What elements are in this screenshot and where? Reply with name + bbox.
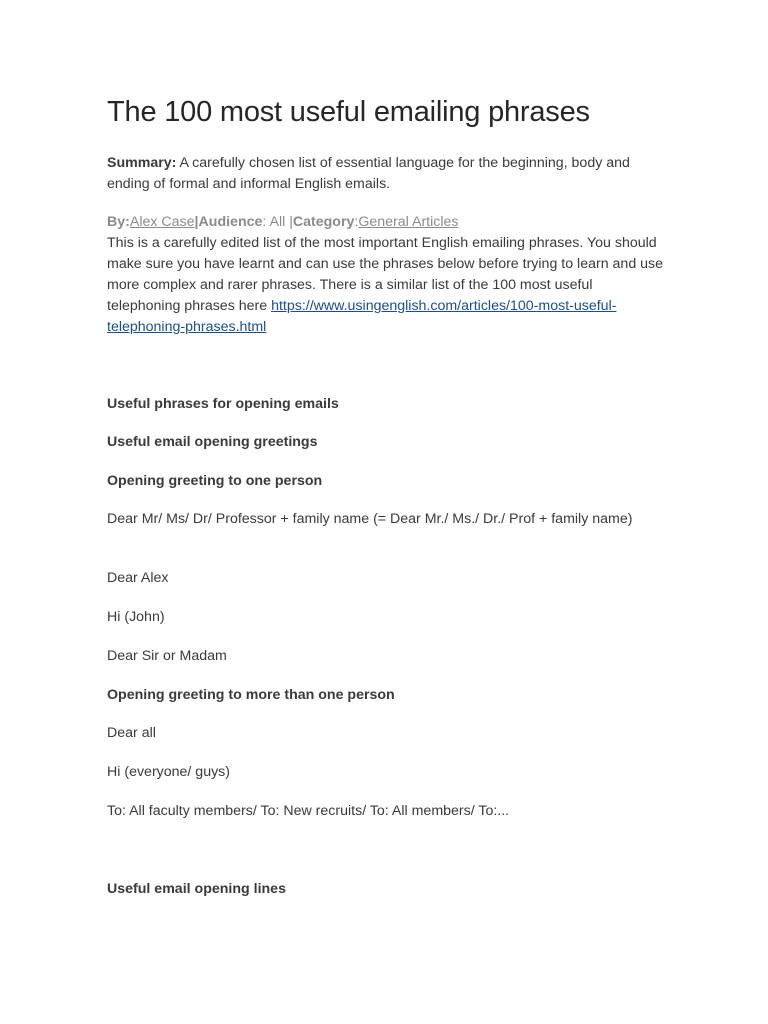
list-item: Dear Sir or Madam bbox=[107, 648, 227, 664]
article-meta bbox=[107, 212, 667, 233]
page-title: The 100 most useful emailing phrases bbox=[107, 96, 590, 128]
summary-text: A carefully chosen list of essential language for the beginning, body and ending of formal and informal English emails. bbox=[107, 155, 630, 192]
category-link[interactable]: General Articles bbox=[358, 214, 459, 230]
category-label: Category bbox=[292, 214, 355, 230]
author-link[interactable]: Alex Case bbox=[129, 214, 195, 230]
list-item: Dear Mr/ Ms/ Dr/ Professor + family name (= Dear Mr./ Ms./ Dr./ Prof + family name) bbox=[107, 511, 633, 527]
audience-value: : All | bbox=[262, 214, 293, 230]
summary-paragraph bbox=[107, 153, 667, 195]
intro-paragraph bbox=[107, 233, 667, 338]
list-item: Hi (everyone/ guys) bbox=[107, 764, 231, 780]
section-subheading: Opening greeting to more than one person bbox=[107, 687, 395, 703]
list-item: Hi (John) bbox=[107, 609, 165, 625]
list-item: Dear Alex bbox=[107, 570, 169, 586]
section-heading: Useful phrases for opening emails bbox=[107, 396, 339, 412]
section-subheading: Useful email opening greetings bbox=[107, 434, 318, 450]
category-separator: : bbox=[354, 214, 359, 230]
telephoning-phrases-link[interactable]: https://www.usingenglish.com/articles/100-most-useful-telephoning-phrases.html bbox=[107, 298, 617, 335]
meta-separator: | bbox=[194, 214, 199, 230]
list-item: Dear all bbox=[107, 725, 156, 741]
section-heading: Useful email opening lines bbox=[107, 881, 286, 897]
list-item: To: All faculty members/ To: New recruits/ To: All members/ To:... bbox=[107, 803, 510, 819]
intro-text: This is a carefully edited list of the most important English emailing phrases. You should make sure you have learnt and can use the phrases below before trying to learn and use more complex and rarer phrases. There is a similar list of the 100 most useful telephoning phrases here bbox=[107, 235, 664, 314]
summary-label: Summary: bbox=[107, 155, 177, 171]
section-subheading: Opening greeting to one person bbox=[107, 473, 323, 489]
audience-label: Audience bbox=[198, 214, 263, 230]
by-label: By: bbox=[107, 214, 130, 230]
